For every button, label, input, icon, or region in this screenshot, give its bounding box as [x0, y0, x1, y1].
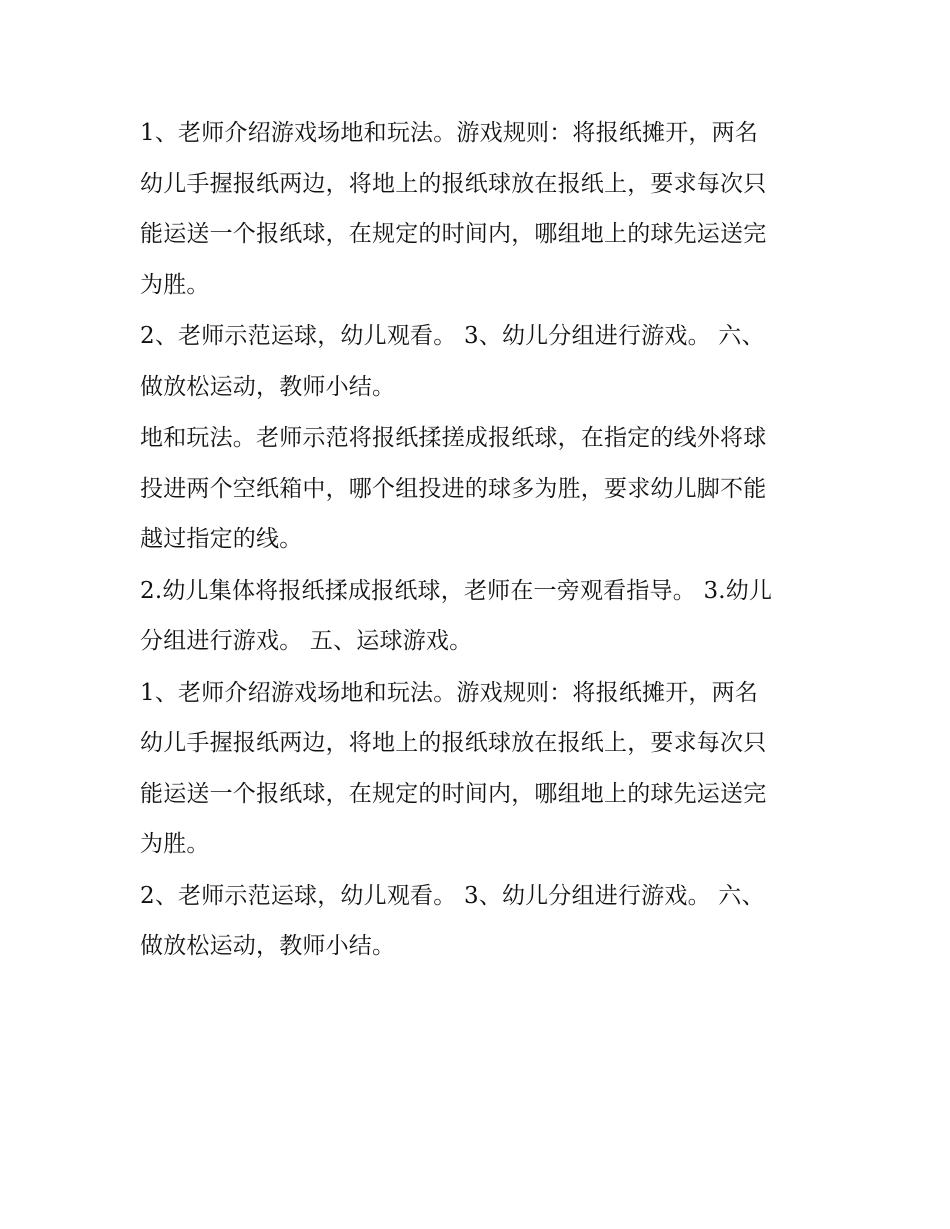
paragraph-line: 1、老师介绍游戏场地和玩法。游戏规则：将报纸摊开，两名	[140, 679, 759, 706]
paragraph-5	[140, 668, 820, 870]
paragraph-line: 为胜。	[140, 271, 210, 298]
paragraph-line: 地和玩法。老师示范将报纸揉搓成报纸球，在指定的线外将球	[140, 425, 767, 451]
paragraph-6	[140, 871, 820, 972]
paragraph-line: 为胜。	[140, 831, 210, 857]
paragraph-line: 幼儿手握报纸两边，将地上的报纸球放在报纸上，要求每次只	[140, 170, 767, 197]
paragraph-line: 能运送一个报纸球，在规定的时间内，哪组地上的球先运送完	[140, 221, 767, 247]
paragraph-2	[140, 311, 820, 412]
paragraph-1	[140, 108, 820, 310]
paragraph-line: 2、老师示范运球，幼儿观看。 3、幼儿分组进行游戏。 六、	[140, 882, 765, 909]
paragraph-line: 能运送一个报纸球，在规定的时间内，哪组地上的球先运送完	[140, 780, 767, 807]
paragraph-line: 分组进行游戏。 五、运球游戏。	[140, 628, 473, 654]
paragraph-line: 做放松运动，教师小结。	[140, 933, 396, 959]
paragraph-4	[140, 566, 820, 667]
paragraph-line: 幼儿手握报纸两边，将地上的报纸球放在报纸上，要求每次只	[140, 730, 767, 756]
paragraph-3	[140, 413, 820, 565]
paragraph-line: 越过指定的线。	[140, 526, 303, 552]
paragraph-line: 1、老师介绍游戏场地和玩法。游戏规则：将报纸摊开，两名	[140, 120, 759, 146]
paragraph-line: 2、老师示范运球，幼儿观看。 3、幼儿分组进行游戏。 六、	[140, 323, 765, 349]
paragraph-line: 2.幼儿集体将报纸揉成报纸球，老师在一旁观看指导。 3.幼儿	[140, 577, 773, 604]
document-body	[140, 108, 820, 973]
paragraph-line: 做放松运动，教师小结。	[140, 373, 396, 400]
paragraph-line: 投进两个空纸箱中，哪个组投进的球多为胜，要求幼儿脚不能	[140, 475, 767, 502]
